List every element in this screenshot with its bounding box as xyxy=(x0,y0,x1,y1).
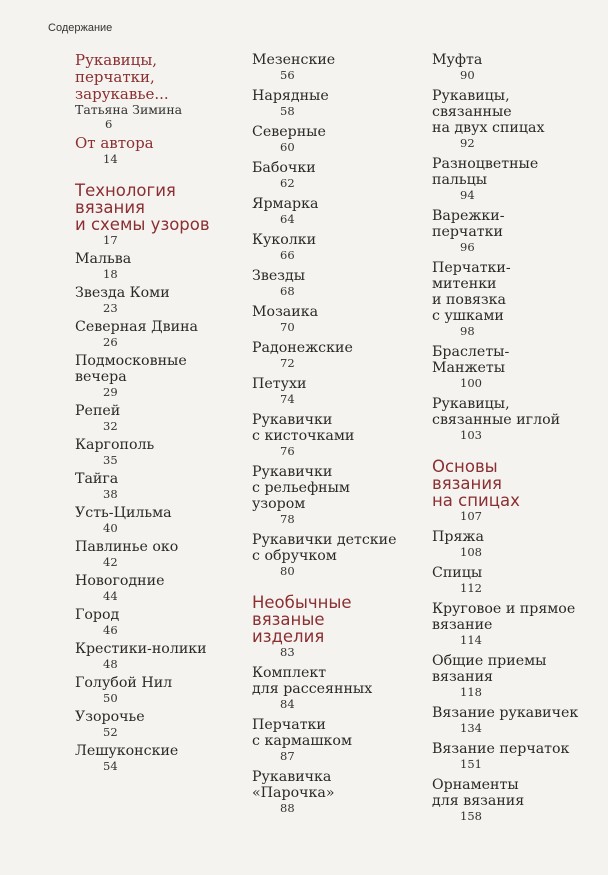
toc-entry-title: Необычные вязаные изделия xyxy=(252,593,352,646)
toc-entry xyxy=(252,412,424,458)
toc-entry xyxy=(75,52,240,131)
toc-entry-page-number: 151 xyxy=(460,757,482,771)
toc-entry-page-number: 112 xyxy=(460,581,482,595)
toc-entry xyxy=(432,529,602,559)
toc-entry-page-number: 80 xyxy=(280,564,295,578)
toc-entry-page-number: 32 xyxy=(103,419,118,433)
toc-entry xyxy=(252,232,424,262)
toc-entry-title: Общие приемы вязания xyxy=(432,653,547,685)
toc-entry-title: Рукавички с рельефным узором xyxy=(252,464,350,512)
toc-entry xyxy=(252,376,424,406)
toc-entry xyxy=(432,156,602,202)
page-header: Содержание xyxy=(48,22,113,34)
toc-entry-page-number: 68 xyxy=(280,284,295,298)
toc-entry-page-number: 52 xyxy=(103,725,118,739)
toc-entry-page-number: 17 xyxy=(103,233,118,247)
toc-entry-page-number: 23 xyxy=(103,301,118,315)
toc-entry-page-number: 35 xyxy=(103,453,118,467)
toc-entry xyxy=(75,743,240,773)
toc-column-1 xyxy=(75,52,240,773)
toc-entry-page-number: 92 xyxy=(460,136,475,150)
toc-entry-page-number: 18 xyxy=(103,267,118,281)
toc-entry-page-number: 98 xyxy=(460,324,475,338)
toc-entry-page-number: 46 xyxy=(103,623,118,637)
toc-entry xyxy=(432,705,602,735)
toc-entry-title: Рукавички детские с обручком xyxy=(252,532,397,564)
toc-entry-title: Узорочье xyxy=(75,709,145,725)
toc-entry-page-number: 83 xyxy=(280,645,295,659)
toc-entry xyxy=(252,532,424,578)
toc-entry-page-number: 118 xyxy=(460,685,482,699)
toc-entry xyxy=(252,268,424,298)
toc-entry-title: Орнаменты для вязания xyxy=(432,777,525,809)
toc-entry-page-number: 50 xyxy=(103,691,118,705)
toc-entry xyxy=(432,741,602,771)
toc-entry-page-number: 74 xyxy=(280,392,295,406)
toc-entry-page-number: 44 xyxy=(103,589,118,603)
toc-entry-title: Вязание перчаток xyxy=(432,741,570,757)
toc-entry-title: Муфта xyxy=(432,52,483,68)
toc-entry-title: Комплект для рассеянных xyxy=(252,665,373,697)
toc-entry-page-number: 88 xyxy=(280,801,295,815)
toc-entry-page-number: 72 xyxy=(280,356,295,370)
toc-entry xyxy=(75,573,240,603)
toc-entry xyxy=(75,135,240,166)
toc-entry-title: Город xyxy=(75,607,120,623)
toc-entry-title: Звезда Коми xyxy=(75,285,170,301)
toc-column-2 xyxy=(252,52,424,815)
toc-entry-page-number: 134 xyxy=(460,721,482,735)
toc-entry xyxy=(432,601,602,647)
toc-entry-title: Северная Двина xyxy=(75,319,198,335)
toc-entry-title: Каргополь xyxy=(75,437,155,453)
toc-entry xyxy=(252,665,424,711)
toc-entry-title: Рукавички с кисточками xyxy=(252,412,355,444)
toc-entry xyxy=(432,208,602,254)
toc-entry xyxy=(252,124,424,154)
toc-entry xyxy=(432,777,602,823)
toc-entry-page-number: 54 xyxy=(103,759,118,773)
toc-entry-title: Радонежские xyxy=(252,340,353,356)
toc-entry-title: Тайга xyxy=(75,471,119,487)
toc-entry-title: Лешуконские xyxy=(75,743,179,759)
toc-entry-page-number: 42 xyxy=(103,555,118,569)
toc-entry-page-number: 29 xyxy=(103,385,118,399)
toc-entry-title: Голубой Нил xyxy=(75,675,173,691)
toc-entry-title: Ярмарка xyxy=(252,196,319,212)
toc-entry-title: Бабочки xyxy=(252,160,316,176)
toc-entry xyxy=(75,505,240,535)
toc-entry-page-number: 103 xyxy=(460,428,482,442)
toc-entry-page-number: 38 xyxy=(103,487,118,501)
toc-entry xyxy=(75,607,240,637)
toc-entry-title: Репей xyxy=(75,403,121,419)
toc-entry-title: Подмосковные вечера xyxy=(75,353,187,385)
toc-entry-page-number: 114 xyxy=(460,633,482,647)
toc-entry-title: Браслеты- Манжеты xyxy=(432,344,510,376)
toc-entry-title: Круговое и прямое вязание xyxy=(432,601,576,633)
toc-entry xyxy=(75,539,240,569)
toc-entry-page-number: 64 xyxy=(280,212,295,226)
toc-entry xyxy=(432,344,602,390)
toc-entry xyxy=(252,52,424,82)
toc-entry-page-number: 40 xyxy=(103,521,118,535)
toc-entry-page-number: 48 xyxy=(103,657,118,671)
toc-entry-page-number: 94 xyxy=(460,188,475,202)
toc-entry xyxy=(75,353,240,399)
toc-entry-page-number: 58 xyxy=(280,104,295,118)
toc-entry xyxy=(252,160,424,190)
toc-entry-title: Пряжа xyxy=(432,529,484,545)
toc-entry-page-number: 26 xyxy=(103,335,118,349)
toc-entry xyxy=(252,340,424,370)
toc-entry xyxy=(432,565,602,595)
toc-entry xyxy=(75,251,240,281)
toc-entry xyxy=(252,717,424,763)
toc-entry-page-number: 90 xyxy=(460,68,475,82)
toc-entry-page-number: 6 xyxy=(105,117,113,131)
toc-entry-title: Рукавичка «Парочка» xyxy=(252,769,335,801)
toc-section xyxy=(252,594,424,659)
toc-entry-page-number: 60 xyxy=(280,140,295,154)
toc-entry xyxy=(75,319,240,349)
toc-section xyxy=(432,458,602,523)
toc-entry xyxy=(252,304,424,334)
toc-entry xyxy=(252,464,424,526)
toc-entry-title: Нарядные xyxy=(252,88,329,104)
toc-entry-page-number: 70 xyxy=(280,320,295,334)
toc-entry-title: Мезенские xyxy=(252,52,336,68)
toc-entry-page-number: 108 xyxy=(460,545,482,559)
toc-entry-page-number: 158 xyxy=(460,809,482,823)
toc-entry-title: Рукавицы, перчатки, зарукавье... xyxy=(75,51,169,103)
toc-entry-page-number: 84 xyxy=(280,697,295,711)
toc-entry xyxy=(432,653,602,699)
toc-entry-page-number: 78 xyxy=(280,512,295,526)
toc-entry-author: Татьяна Зимина xyxy=(75,102,183,117)
toc-entry-title: Звезды xyxy=(252,268,305,284)
toc-entry-title: Петухи xyxy=(252,376,307,392)
toc-entry xyxy=(252,769,424,815)
toc-entry-title: Усть-Цильма xyxy=(75,505,172,521)
toc-entry-title: Перчатки- митенки и повязка с ушками xyxy=(432,260,511,324)
toc-entry xyxy=(432,88,602,150)
toc-entry-page-number: 107 xyxy=(460,509,482,523)
toc-entry-title: Куколки xyxy=(252,232,317,248)
toc-entry-title: Перчатки с кармашком xyxy=(252,717,352,749)
toc-entry-title: Разноцветные пальцы xyxy=(432,156,539,188)
toc-entry-title: Рукавицы, связанные иглой xyxy=(432,396,561,428)
toc-entry xyxy=(252,196,424,226)
toc-entry-page-number: 96 xyxy=(460,240,475,254)
toc-entry xyxy=(75,285,240,315)
toc-entry-page-number: 87 xyxy=(280,749,295,763)
toc-entry-page-number: 66 xyxy=(280,248,295,262)
toc-entry xyxy=(75,471,240,501)
toc-entry-title: От автора xyxy=(75,134,154,152)
toc-entry-title: Вязание рукавичек xyxy=(432,705,579,721)
toc-entry-title: Варежки- перчатки xyxy=(432,208,505,240)
toc-entry xyxy=(252,88,424,118)
toc-entry xyxy=(432,396,602,442)
toc-entry-title: Павлинье око xyxy=(75,539,179,555)
toc-entry xyxy=(75,709,240,739)
toc-column-3 xyxy=(432,52,602,823)
toc-section xyxy=(75,182,240,247)
toc-entry-title: Спицы xyxy=(432,565,483,581)
toc-entry-page-number: 76 xyxy=(280,444,295,458)
toc-entry-title: Новогодние xyxy=(75,573,165,589)
toc-entry-title: Мозаика xyxy=(252,304,319,320)
toc-entry-title: Крестики-нолики xyxy=(75,641,207,657)
toc-entry-page-number: 56 xyxy=(280,68,295,82)
toc-entry-title: Северные xyxy=(252,124,326,140)
toc-entry-page-number: 100 xyxy=(460,376,482,390)
toc-entry-title: Мальва xyxy=(75,251,132,267)
toc-entry xyxy=(432,260,602,338)
toc-entry xyxy=(75,403,240,433)
toc-entry-title: Рукавицы, связанные на двух спицах xyxy=(432,88,545,136)
toc-entry-title: Технология вязания и схемы узоров xyxy=(75,181,210,234)
toc-entry-page-number: 62 xyxy=(280,176,295,190)
toc-entry-page-number: 14 xyxy=(103,152,118,166)
toc-entry xyxy=(75,675,240,705)
toc-entry-title: Основы вязания на спицах xyxy=(432,457,520,510)
toc-entry xyxy=(432,52,602,82)
toc-entry xyxy=(75,641,240,671)
toc-entry xyxy=(75,437,240,467)
